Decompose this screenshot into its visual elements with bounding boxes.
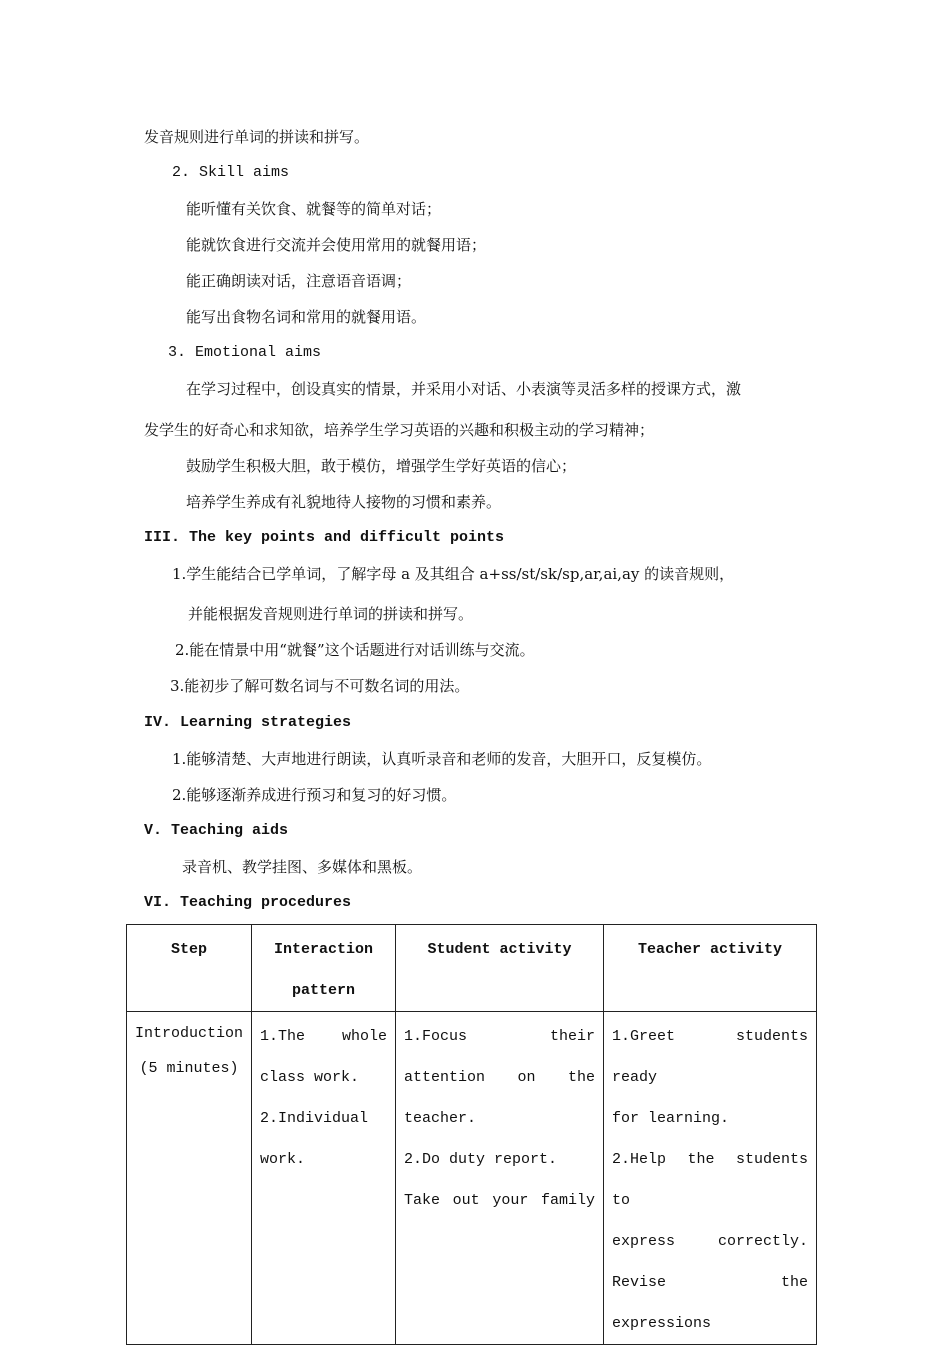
cell-line: Introduction [134,1025,244,1042]
text-line: 能听懂有关饮食、就餐等的简单对话； [186,200,442,218]
cell-line: 2.Help the students to [612,1151,808,1209]
cell-line: teacher. [404,1110,477,1127]
header-step: Step [127,925,252,1012]
cell-line: 2.Individual [260,1110,369,1127]
cell-line: (5 minutes) [139,1060,239,1077]
cell-line: 2.Do duty report. [404,1151,558,1168]
table-header-row [127,925,817,1012]
section-heading-learning-strategies: IV. Learning strategies [144,714,352,731]
cell-line: express correctly. [612,1233,808,1250]
teaching-procedures-table [126,924,817,1345]
text-line: 3.能初步了解可数名词与不可数名词的用法。 [170,677,470,695]
cell-line: 1.Greet students ready [612,1028,808,1086]
section-heading-teaching-aids: V. Teaching aids [144,822,289,839]
subheading-emotional-aims: 3. Emotional aims [168,344,322,361]
cell-line: Revise the expressions [612,1274,808,1332]
text-line: 能就饮食进行交流并会使用常用的就餐用语； [186,236,487,254]
cell-student [396,1012,604,1345]
cell-teacher [604,1012,817,1345]
cell-line: 1.Focus their [404,1028,595,1045]
section-heading-key-points: III. The key points and difficult points [144,529,505,546]
text-line: 1.学生能结合已学单词，了解字母 a 及其组合 a+ss/st/sk/sp,ar,ai,ay 的读音规则， [172,565,735,583]
header-interaction-pattern: Interaction pattern [252,925,396,1012]
header-student-activity: Student activity [396,925,604,1012]
text-line: 发学生的好奇心和求知欲，培养学生学习英语的兴趣和积极主动的学习精神； [144,421,655,439]
cell-line: 1.The whole [260,1028,387,1045]
text-line: 能正确朗读对话，注意语音语调； [186,272,412,290]
subheading-skill-aims: 2. Skill aims [172,164,290,181]
cell-step [127,1012,252,1345]
cell-line: for learning. [612,1110,730,1127]
section-heading-teaching-procedures: VI. Teaching procedures [144,894,352,911]
text-line: 2.能够逐渐养成进行预习和复习的好习惯。 [172,786,457,804]
text-line: 2.能在情景中用“就餐”这个话题进行对话训练与交流。 [175,641,535,659]
text-line: 培养学生养成有礼貌地待人接物的习惯和素养。 [186,493,502,511]
cell-line: class work. [260,1069,360,1086]
text-line: 录音机、教学挂图、多媒体和黑板。 [182,858,423,876]
cell-line: work. [260,1151,306,1168]
header-teacher-activity: Teacher activity [604,925,817,1012]
table-row [127,1012,817,1345]
text-line: 鼓励学生积极大胆，敢于模仿，增强学生学好英语的信心； [186,457,577,475]
text-line: 在学习过程中，创设真实的情景，并采用小对话、小表演等灵活多样的授课方式，激 [186,380,742,398]
text-line: 1.能够清楚、大声地进行朗读，认真听录音和老师的发音，大胆开口，反复模仿。 [172,750,712,768]
text-line: 能写出食物名词和常用的就餐用语。 [186,308,427,326]
text-line: 发音规则进行单词的拼读和拼写。 [144,128,370,146]
cell-interaction [252,1012,396,1345]
text-line: 并能根据发音规则进行单词的拼读和拼写。 [188,605,474,623]
cell-line: attention on the [404,1069,595,1086]
cell-line: Take out your family [404,1192,595,1209]
